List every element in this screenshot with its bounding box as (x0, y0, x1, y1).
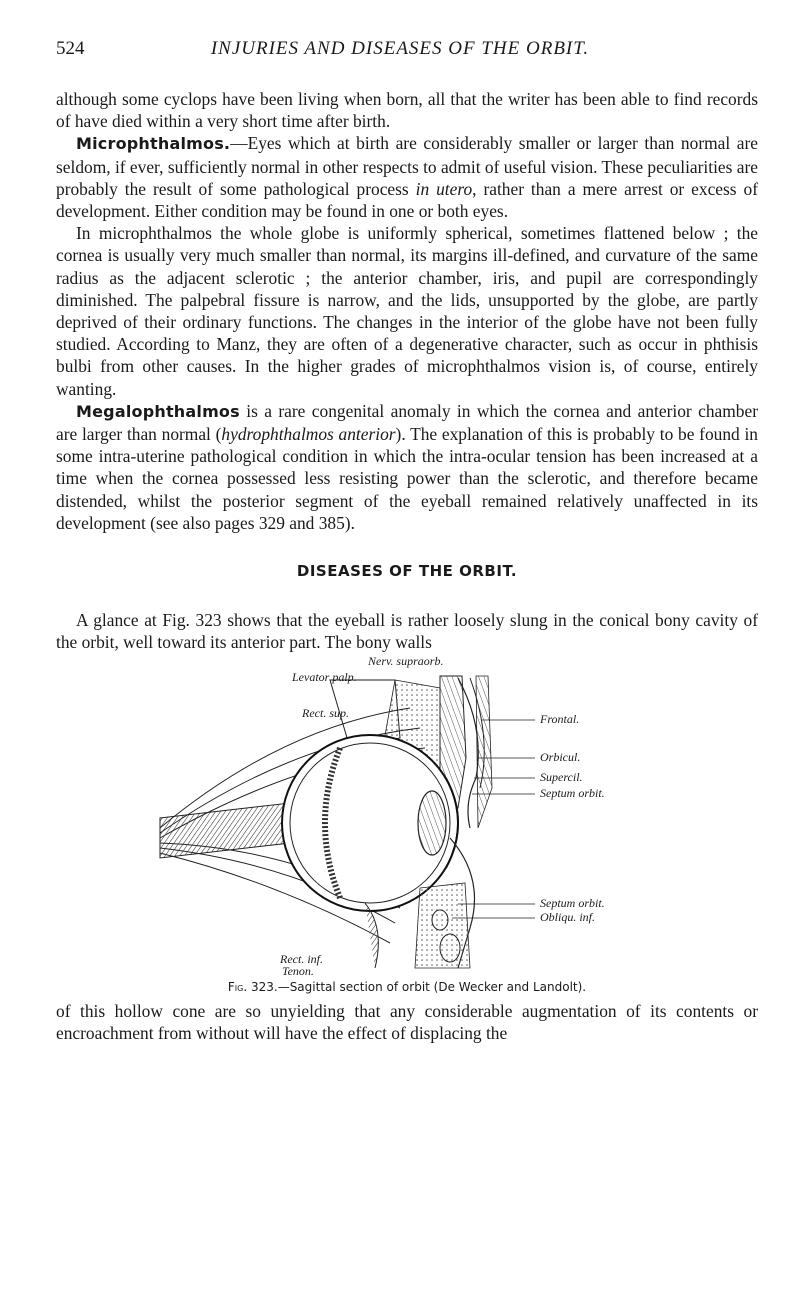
label-septum-lower: Septum orbit. (540, 896, 605, 910)
body-text-continuation (56, 1000, 758, 1044)
body-text-top (56, 88, 758, 534)
paragraph-continuation: of this hollow cone are so unyielding that any considerable augmentation of its contents or encroachment from without will have the effect of displacing the (56, 1001, 758, 1044)
page-number: 524 (56, 38, 85, 59)
paragraph-microphthalmos: Microphthalmos.—Eyes which at birth are considerably smaller or larger than normal are seldom, if ever, sufficiently normal in other respects to admit of useful vision. These peculiarities are probably the result of some pathological process in utero, rather than a mere arrest or excess of development. Either condition may be found in one or both eyes. (56, 133, 758, 222)
label-obliqu-inf: Obliqu. inf. (540, 910, 596, 924)
label-frontal: Frontal. (540, 712, 580, 726)
paragraph-megalophthalmos: Megalophthalmos is a rare congenital anomaly in which the cornea and anterior chamber are larger than normal (hydrophthalmos anterior). The explanation of this is probably to be found in some intra-uterine pathological condition in which the intra-ocular tension has been increased at a time when the cornea possessed less resisting power than the sclerotic, and therefore became distended, whilst the posterior segment of the eyeball remained relatively unaffected in its development (see also pages 329 and 385). (56, 400, 758, 533)
optic-nerve-shape (160, 803, 290, 858)
figure-caption (56, 980, 758, 994)
caption-text: —Sagittal section of orbit (De Wecker and Landolt). (277, 980, 587, 994)
label-levator: Levator palp. (292, 670, 357, 684)
paragraph-microphthalmos-detail: In microphthalmos the whole globe is uniformly spherical, sometimes flattened below ; the cornea is usually very much smaller than normal, its margins ill-defined, and curvature of the same radius as the adjacent sclerotic ; the anterior chamber, iris, and pupil are correspondingly diminished. The palpebral fissure is narrow, and the lids, unsupported by the globe, are partly deprived of their ordinary functions. The changes in the interior of the globe have not been fully studied. According to Manz, they are often of a degenerative character, such as occur in phthisis bulbi from other causes. In the higher grades of microphthalmos vision is, of course, entirely wanting. (56, 223, 758, 399)
body-text-orbit (56, 609, 758, 653)
running-head (56, 38, 744, 62)
figure-bottom-title: Tenon. (282, 964, 314, 978)
paragraph-orbit: A glance at Fig. 323 shows that the eyeball is rather loosely slung in the conical bony cavity of the orbit, well toward its anterior part. The bony walls (56, 610, 758, 653)
term-microphthalmos: Microphthalmos. (76, 134, 231, 154)
label-septum-upper: Septum orbit. (540, 786, 605, 800)
orbit-section-illustration (140, 668, 700, 978)
section-heading: DISEASES OF THE ORBIT. (296, 562, 518, 580)
paragraph-cyclops: although some cyclops have been living when born, all that the writer has been able to find records of have died within a very short time after birth. (56, 89, 758, 132)
label-rect-sup: Rect. sup. (302, 706, 349, 720)
caption-number: Fig. 323. (227, 980, 278, 994)
orbit-figure (140, 668, 700, 978)
label-rect-inf: Rect. inf. (280, 952, 323, 966)
label-orbicul: Orbicul. (540, 750, 581, 764)
running-title: INJURIES AND DISEASES OF THE ORBIT. (210, 38, 590, 59)
label-supercil: Supercil. (540, 770, 583, 784)
figure-top-title: Nerv. supraorb. (368, 654, 444, 668)
term-megalophthalmos: Megalophthalmos (76, 401, 240, 421)
lens-shape (418, 791, 446, 855)
